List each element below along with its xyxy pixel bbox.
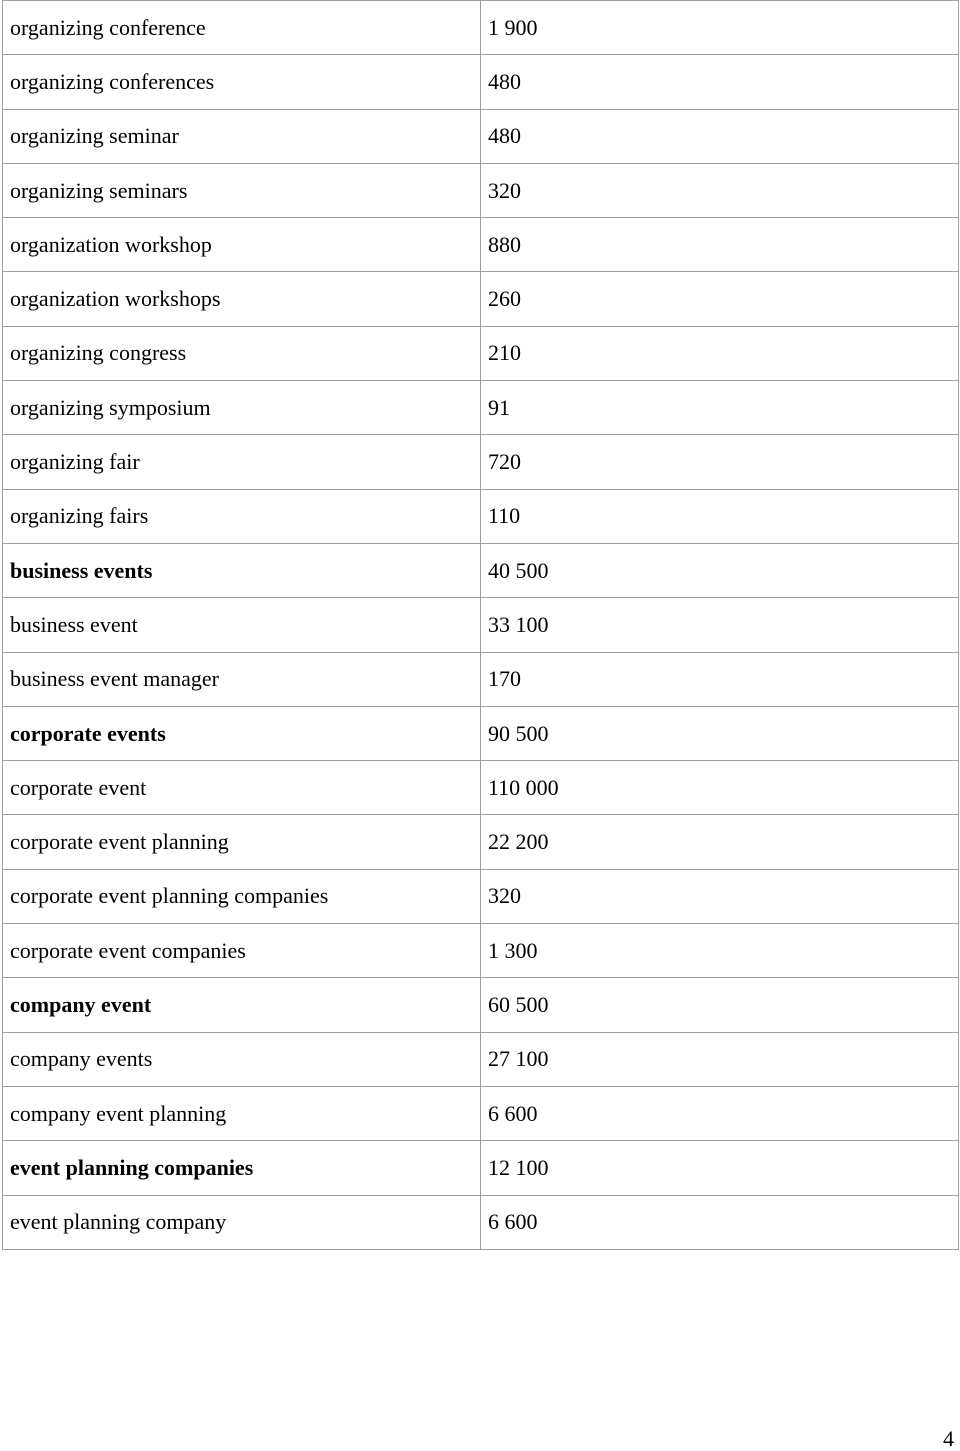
volume-cell: 170 <box>481 652 959 706</box>
keyword-table <box>2 0 959 1250</box>
keyword-cell: event planning company <box>3 1195 481 1249</box>
keyword-cell: corporate event planning <box>3 815 481 869</box>
table-row <box>3 435 959 489</box>
keyword-cell: organization workshops <box>3 272 481 326</box>
volume-cell: 210 <box>481 326 959 380</box>
volume-cell: 60 500 <box>481 978 959 1032</box>
volume-cell: 12 100 <box>481 1141 959 1195</box>
keyword-cell: organizing congress <box>3 326 481 380</box>
table-row <box>3 218 959 272</box>
volume-cell: 110 000 <box>481 761 959 815</box>
volume-cell: 1 300 <box>481 924 959 978</box>
volume-cell: 480 <box>481 55 959 109</box>
volume-cell: 1 900 <box>481 1 959 55</box>
table-row <box>3 109 959 163</box>
volume-cell: 110 <box>481 489 959 543</box>
volume-cell: 880 <box>481 218 959 272</box>
volume-cell: 320 <box>481 163 959 217</box>
table-row <box>3 652 959 706</box>
keyword-cell: corporate event <box>3 761 481 815</box>
volume-cell: 6 600 <box>481 1195 959 1249</box>
keyword-cell: company events <box>3 1032 481 1086</box>
keyword-cell: organizing symposium <box>3 381 481 435</box>
volume-cell: 6 600 <box>481 1086 959 1140</box>
table-row <box>3 1 959 55</box>
keyword-cell: organizing seminar <box>3 109 481 163</box>
volume-cell: 320 <box>481 869 959 923</box>
keyword-cell: company event <box>3 978 481 1032</box>
keyword-cell: corporate event companies <box>3 924 481 978</box>
keyword-cell: company event planning <box>3 1086 481 1140</box>
volume-cell: 40 500 <box>481 543 959 597</box>
keyword-cell: organizing fair <box>3 435 481 489</box>
keyword-cell: organizing seminars <box>3 163 481 217</box>
table-row <box>3 869 959 923</box>
keyword-cell: organizing fairs <box>3 489 481 543</box>
volume-cell: 480 <box>481 109 959 163</box>
table-row <box>3 272 959 326</box>
table-row <box>3 815 959 869</box>
volume-cell: 33 100 <box>481 598 959 652</box>
table-row <box>3 381 959 435</box>
table-row <box>3 163 959 217</box>
keyword-cell: business event <box>3 598 481 652</box>
keyword-cell: organizing conferences <box>3 55 481 109</box>
keyword-cell: business events <box>3 543 481 597</box>
table-row <box>3 1086 959 1140</box>
keyword-cell: organization workshop <box>3 218 481 272</box>
keyword-cell: organizing conference <box>3 1 481 55</box>
table-row <box>3 1141 959 1195</box>
volume-cell: 27 100 <box>481 1032 959 1086</box>
keyword-cell: business event manager <box>3 652 481 706</box>
volume-cell: 720 <box>481 435 959 489</box>
table-row <box>3 1032 959 1086</box>
table-row <box>3 326 959 380</box>
table-row <box>3 598 959 652</box>
keyword-cell: event planning companies <box>3 1141 481 1195</box>
keyword-table-body <box>3 1 959 1250</box>
keyword-cell: corporate event planning companies <box>3 869 481 923</box>
table-row <box>3 543 959 597</box>
table-row <box>3 706 959 760</box>
page-number: 4 <box>943 1426 954 1451</box>
table-row <box>3 489 959 543</box>
table-row <box>3 978 959 1032</box>
volume-cell: 260 <box>481 272 959 326</box>
keyword-cell: corporate events <box>3 706 481 760</box>
table-row <box>3 761 959 815</box>
table-row <box>3 55 959 109</box>
volume-cell: 91 <box>481 381 959 435</box>
volume-cell: 22 200 <box>481 815 959 869</box>
volume-cell: 90 500 <box>481 706 959 760</box>
table-row <box>3 924 959 978</box>
table-row <box>3 1195 959 1249</box>
